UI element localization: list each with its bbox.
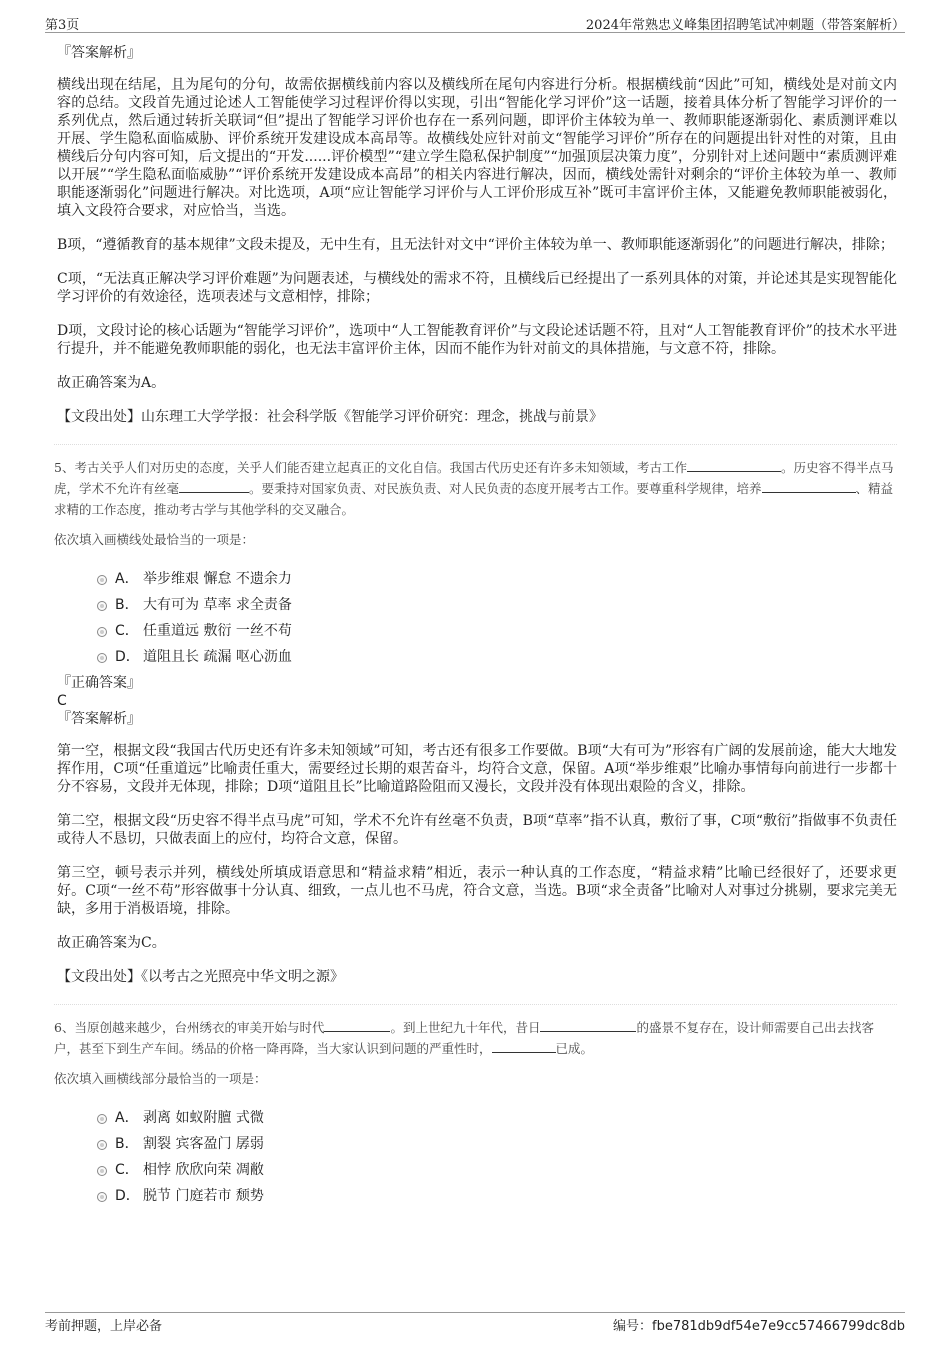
question-6-prompt: 依次填入画横线部分最恰当的一项是： (54, 1071, 267, 1086)
question-5-prompt: 依次填入画横线处最恰当的一项是： (54, 532, 255, 547)
document-code: 编号：fbe781db9df54e7e9cc57466799dc8db (613, 1319, 905, 1334)
document-title: 2024年常熟忠义峰集团招聘笔试冲刺题（带答案解析） (585, 18, 905, 33)
question-5-stem: 5、考古关乎人们对历史的态度，关乎人们能否建立起真正的文化自信。我国古代历史还有许多未知领域，考古工作 。历史容不得半点马虎，学术不允许有丝毫 。要秉持对国家负责、对民族负责、对人民负责的态度开展考古工作。要尊重科学规律，培养 、精益求精的工作态度，推动考古学与其他学科的交叉融合。 (54, 457, 897, 520)
radio-icon[interactable] (97, 1140, 107, 1150)
answer-blank (179, 478, 249, 493)
radio-icon[interactable] (97, 1192, 107, 1202)
analysis-paragraph: 第二空，根据文段“历史容不得半点马虎”可知，学术不允许有丝毫不负责，B项“草率”指不认真，敷衍了事，C项“敷衍”指做事不负责任或待人不恳切，只做表面上的应付，均符合文意，保留。 (57, 813, 897, 847)
answer-blank (687, 457, 781, 472)
radio-icon[interactable] (97, 1114, 107, 1124)
option-c[interactable]: C． 任重道远 敷衍 一丝不苟 (97, 618, 897, 644)
correct-answer-label: 『正确答案』 (57, 675, 141, 691)
question-6-stem: 6、当原创越来越少，台州绣衣的审美开始与时代 。到上世纪九十年代，昔日 的盛景不复存在，设计师需要自己出去找客户，甚至下到生产车间。绣品的价格一降再降，当大家认识到问题的严重性时， 已成。 (54, 1017, 897, 1059)
radio-icon[interactable] (97, 627, 107, 637)
source-citation: 【文段出处】山东理工大学学报：社会科学版《智能学习评价研究：理念，挑战与前景》 (57, 409, 603, 425)
option-a[interactable]: A． 举步维艰 懈怠 不遗余力 (97, 566, 897, 592)
analysis-paragraph: 第三空，顿号表示并列，横线处所填成语意思和“精益求精”相近，表示一种认真的工作态度，“精益求精”比喻已经很好了，还要求更好。C项“一丝不苟”形容做事十分认真、细致，一点儿也不马虎，符合文意，当选。B项“求全责备”比喻对人对事过分挑剔，要求完美无缺，多用于消极语境，排除。 (57, 865, 897, 917)
analysis-paragraph: C项，“无法真正解决学习评价难题”为问题表述，与横线处的需求不符，且横线后已经提出了一系列具体的对策，并论述其是实现智能化学习评价的有效途径，选项表述与文意相悖，排除； (57, 271, 897, 305)
analysis-paragraph: B项，“遵循教育的基本规律”文段未提及，无中生有，且无法针对文中“评价主体较为单一、教师职能逐渐弱化”的问题进行解决，排除； (57, 237, 894, 253)
option-b[interactable]: B． 大有可为 草率 求全责备 (97, 592, 897, 618)
footer-slogan: 考前押题，上岸必备 (45, 1319, 163, 1334)
page-footer (45, 1312, 905, 1333)
option-b[interactable]: B． 割裂 宾客盈门 孱弱 (97, 1131, 897, 1157)
option-d[interactable]: D． 道阻且长 疏漏 呕心沥血 (97, 644, 897, 670)
option-a[interactable]: A． 剥离 如蚁附膻 式微 (97, 1105, 897, 1131)
page-number: 第3页 (45, 18, 80, 33)
option-c[interactable]: C． 相悖 欣欣向荣 凋敝 (97, 1157, 897, 1183)
answer-blank (540, 1017, 636, 1032)
analysis-conclusion: 故正确答案为A。 (57, 375, 166, 391)
analysis-paragraph: 横线出现在结尾，且为尾句的分句，故需依据横线前内容以及横线所在尾句内容进行分析。根据横线前“因此”可知，横线处是对前文内容的总结。文段首先通过论述人工智能使学习过程评价得以实现，引出“智能化学习评价”这一话题，接着具体分析了智能学习评价的一系列优点，然后通过转折关联词“但”提出了智能学习评价也存在一系列问题，即评价主体较为单一、教师职能逐渐弱化、素质测评难以开展、学生隐私面临威胁、评价系统开发建设成本高昂等。故横线处应针对前文“智能学习评价”所存在的问题提出针对性的对策，且由横线后分句内容可知，后文提出的“开发......评价模型”“建立学生隐私保护制度”“加强顶层决策力度”，分别针对上述问题中“素质测评难以开展”“学生隐私面临威胁”“评价系统开发建设成本高昂”的相关内容进行解决，因而，横线处需针对剩余的“评价主体较为单一、教师职能逐渐弱化”问题进行解决。对比选项，A项“应让智能学习评价与人工评价形成互补”既可丰富评价主体，又能避免教师职能被弱化，填入文段符合要求，对应恰当，当选。 (57, 77, 897, 219)
document-body (54, 44, 897, 1213)
page-header (45, 12, 905, 33)
answer-blank (324, 1017, 390, 1032)
answer-blank (762, 478, 856, 493)
radio-icon[interactable] (97, 653, 107, 663)
analysis-label: 『答案解析』 (57, 45, 141, 61)
analysis-paragraph: 第一空，根据文段“我国古代历史还有许多未知领域”可知，考古还有很多工作要做。B项“大有可为”形容有广阔的发展前途，能大大地发挥作用，C项“任重道远”比喻责任重大，需要经过长期的艰苦奋斗，均符合文意，保留。A项“举步维艰”比喻办事情每向前进行一步都十分不容易，文段并无体现，排除；D项“道阻且长”比喻道路险阻而又漫长，文段并没有体现出艰险的含义，排除。 (57, 743, 897, 795)
question-5-options (97, 566, 897, 670)
question-6-options (97, 1105, 897, 1209)
radio-icon[interactable] (97, 575, 107, 585)
radio-icon[interactable] (97, 1166, 107, 1176)
answer-blank (492, 1038, 556, 1053)
analysis-label: 『答案解析』 (57, 711, 141, 727)
correct-answer: C (57, 693, 67, 709)
option-d[interactable]: D． 脱节 门庭若市 颓势 (97, 1183, 897, 1209)
analysis-paragraph: D项，文段讨论的核心话题为“智能学习评价”，选项中“人工智能教育评价”与文段论述话题不符，且对“人工智能教育评价”的技术水平进行提升，并不能避免教师职能的弱化，也无法丰富评价主体，因而不能作为针对前文的具体措施，与文意不符，排除。 (57, 323, 897, 357)
source-citation: 【文段出处】《以考古之光照亮中华文明之源》 (57, 969, 344, 985)
analysis-conclusion: 故正确答案为C。 (57, 935, 166, 951)
radio-icon[interactable] (97, 601, 107, 611)
